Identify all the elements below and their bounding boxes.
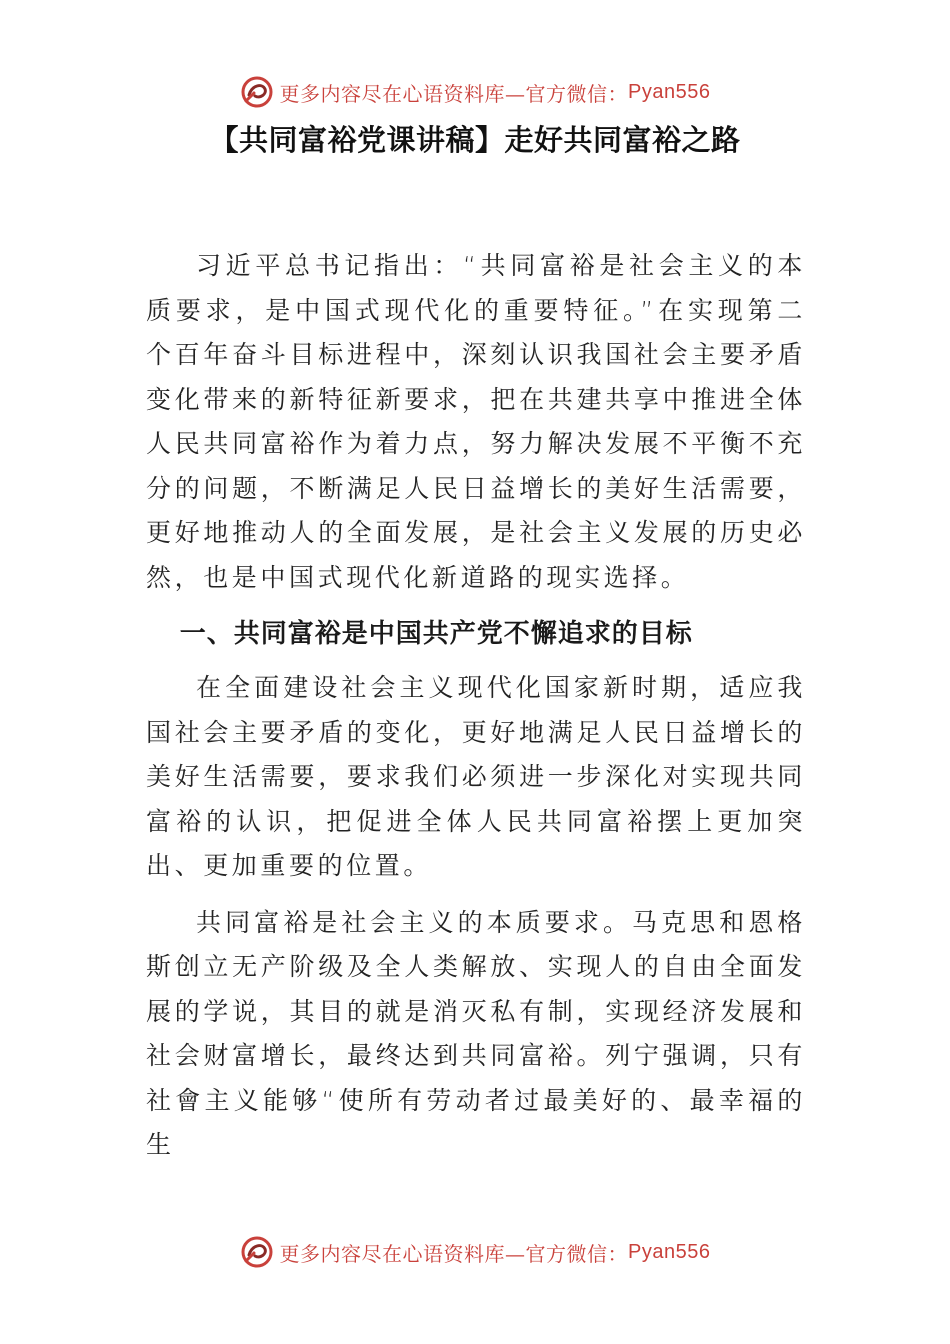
intro-paragraph: 习近平总书记指出：“共同富裕是社会主义的本质要求，是中国式现代化的重要特征。”在实现第二个百年奋斗目标进程中，深刻认识我国社会主要矛盾变化带来的新特征新要求，把在共建共享中推进全体人民共同富裕作为着力点，努力解决发展不平衡不充分的问题，不断满足人民日益增长的美好生活需要，更好地推动人的全面发展，是社会主义发展的历史必然，也是中国式现代化新道路的现实选择。 <box>146 251 806 592</box>
watermark-text: 更多内容尽在心语资料库—官方微信： <box>279 81 629 106</box>
document-body <box>146 244 806 1168</box>
document-title: 【共同富裕党课讲稿】走好共同富裕之路 <box>209 123 741 157</box>
footer-watermark <box>0 1232 950 1272</box>
watermark-wechat-id: Pyan556 <box>628 1240 711 1263</box>
section-1-paragraph-2: 共同富裕是社会主义的本质要求。马克思和恩格斯创立无产阶级及全人类解放、实现人的自由全面发展的学说，其目的就是消灭私有制，实现经济发展和社会财富增长，最终达到共同富裕。列宁强调，只有社會主义能够“使所有劳动者过最美好的、最幸福的生 <box>146 907 806 1159</box>
section-1-paragraph-1: 在全面建设社会主义现代化国家新时期，适应我国社会主要矛盾的变化，更好地满足人民日益增长的美好生活需要，要求我们必须进一步深化对实现共同富裕的认识，把促进全体人民共同富裕摆上更加突出、更加重要的位置。 <box>146 673 806 880</box>
watermark-text: 更多内容尽在心语资料库—官方微信： <box>279 1241 629 1266</box>
watermark-wechat-id: Pyan556 <box>628 80 711 103</box>
header-watermark <box>0 72 950 112</box>
swirl-logo-icon <box>240 1235 274 1269</box>
section-heading-1: 一、共同富裕是中国共产党不懈追求的目标 <box>179 619 693 649</box>
swirl-logo-icon <box>240 75 274 109</box>
